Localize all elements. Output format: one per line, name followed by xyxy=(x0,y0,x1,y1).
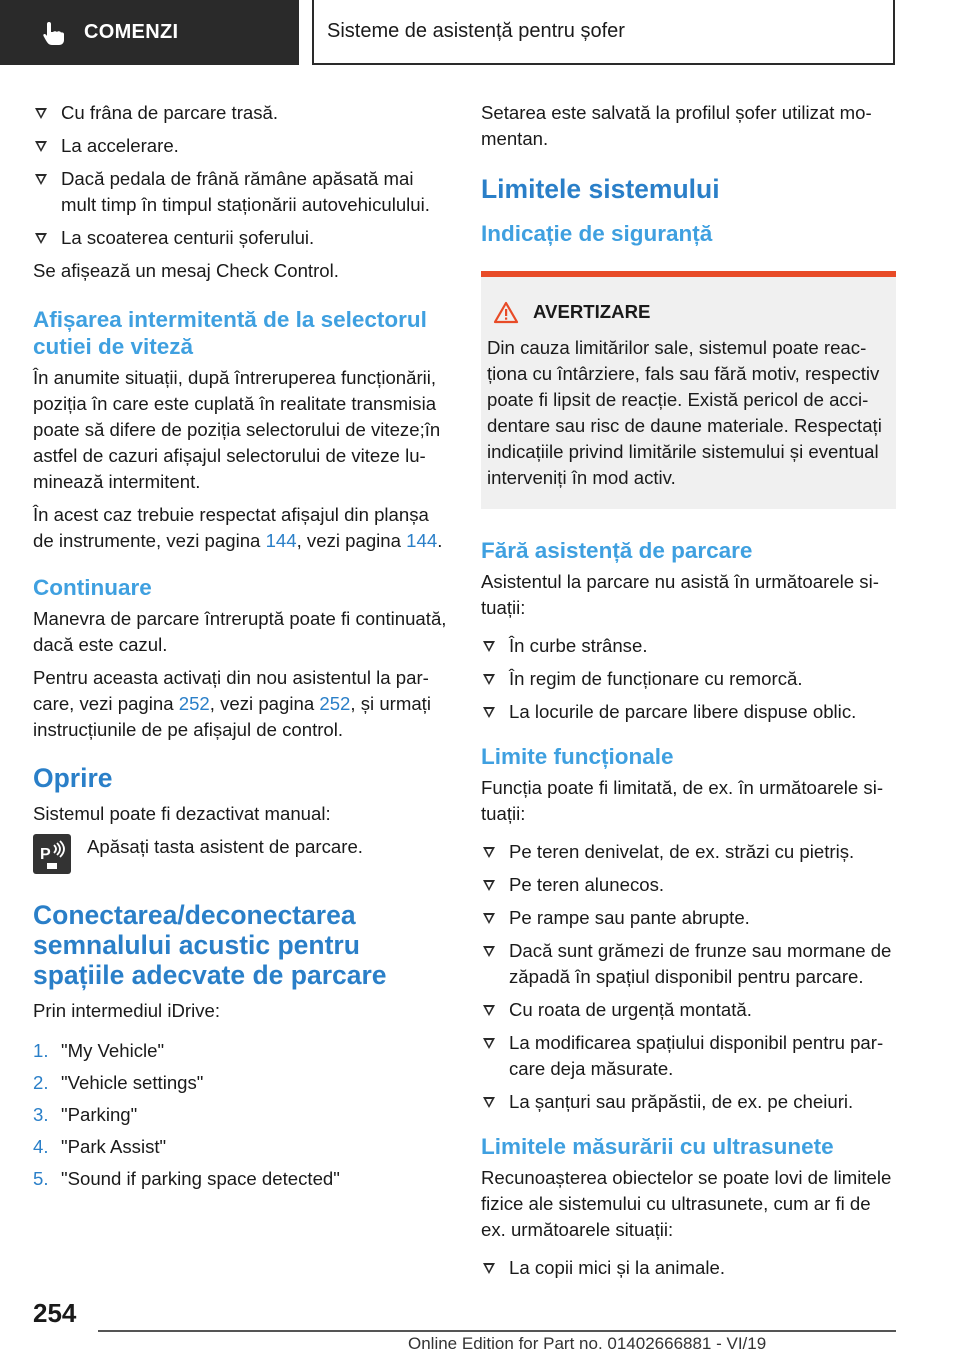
chapter-title: Sisteme de asistență pentru șofer xyxy=(312,0,895,65)
bullet-triangle-icon xyxy=(483,674,495,685)
heading-limitele: Limitele sistemului xyxy=(481,174,720,204)
park-assist-button-icon xyxy=(33,834,71,874)
section-tab xyxy=(0,0,299,65)
check-control-text: Se afișează un mesaj Check Control. xyxy=(33,260,339,281)
step-item: 1. "My Vehicle" xyxy=(33,1040,165,1061)
list-item: Dacă sunt grămezi de frunze sau mormane de zăpadă în spațiul disponibil pentru parcare. xyxy=(481,938,896,990)
list-item: Dacă pedala de frână rămâne apăsată mai mult timp în timpul staționării autovehiculului. xyxy=(33,166,453,218)
svg-text:P: P xyxy=(40,846,51,863)
heading-fara: Fără asistență de parcare xyxy=(481,538,753,563)
list-item: Cu roata de urgență montată. xyxy=(481,997,896,1023)
pointing-hand-icon xyxy=(40,19,68,47)
edition-text: Online Edition for Part no. 01402666881 - VI/19 xyxy=(408,1334,767,1353)
list-item: Cu frâna de parcare trasă. xyxy=(33,100,453,126)
bullet-triangle-icon xyxy=(35,141,47,152)
paragraph-limite-functionale: Funcția poate fi limitată, de ex. în următoarele situații: xyxy=(481,777,884,824)
paragraph-oprire: Sistemul poate fi dezactivat manual: xyxy=(33,803,331,824)
bullet-triangle-icon xyxy=(35,108,47,119)
right-column xyxy=(481,100,896,1288)
step-item: 5. "Sound if parking space detected" xyxy=(33,1168,340,1189)
list-item: Pe teren alunecos. xyxy=(481,872,896,898)
page-link-144[interactable]: 144 xyxy=(265,530,297,551)
page-link-144[interactable]: 144 xyxy=(406,530,438,551)
paragraph-pentru: Pentru aceasta activați din nou asistentul la parcare, vezi pagina 252, vezi pagina 252, și urmați instrucțiunile de pe afișajul de control. xyxy=(33,667,431,740)
bullet-triangle-icon xyxy=(483,1263,495,1274)
bullet-triangle-icon xyxy=(483,1038,495,1049)
list-item: La copii mici și la animale. xyxy=(481,1255,896,1281)
warning-text: Din cauza limitărilor sale, sistemul poate reacționa cu întârziere, fals sau fără motiv, respectiv poate fi lipsit de reacție. Există pericol de accidentare sau risc de daune materiale. Respectați indicațiile privind limitările sistemului și eventual interveniți în mod activ. xyxy=(487,337,882,488)
icon-instruction xyxy=(33,834,453,874)
heading-ultrasunete: Limitele măsurării cu ultrasunete xyxy=(481,1134,834,1159)
section-label: COMENZI xyxy=(84,21,179,43)
paragraph-manevra: Manevra de parcare întreruptă poate fi continuată, dacă este cazul. xyxy=(33,608,447,655)
bullet-triangle-icon xyxy=(483,1005,495,1016)
bullet-triangle-icon xyxy=(483,707,495,718)
list-item: Pe teren denivelat, de ex. străzi cu pietriș. xyxy=(481,839,896,865)
warning-triangle-icon xyxy=(493,301,519,324)
heading-afisarea: Afișarea intermitentă de la selectorul cutiei de viteză xyxy=(33,307,427,359)
heading-oprire: Oprire xyxy=(33,763,113,793)
step-item: 4. "Park Assist" xyxy=(33,1136,167,1157)
paragraph-acest-caz: În acest caz trebuie respectat afișajul din planșa de instrumente, vezi pagina 144, vezi pagina 144. xyxy=(33,504,443,551)
warning-title: AVERTIZARE xyxy=(487,299,890,325)
heading-limite-functionale: Limite funcționale xyxy=(481,744,674,769)
page-link-252[interactable]: 252 xyxy=(178,693,210,714)
bullet-triangle-icon xyxy=(483,880,495,891)
list-item: La accelerare. xyxy=(33,133,453,159)
paragraph-afisarea: În anumite situații, după întreruperea funcționării, poziția în care este cuplată în realitate transmisia poate să difere de poziția selectorului de viteze;în astfel de cazuri afișajul selectorului de viteze luminează intermitent. xyxy=(33,367,441,492)
step-item: 2. "Vehicle settings" xyxy=(33,1072,204,1093)
paragraph-idrive: Prin intermediul iDrive: xyxy=(33,1000,221,1021)
bullet-triangle-icon xyxy=(35,233,47,244)
paragraph-setarea: Setarea este salvată la profilul șofer utilizat momentan. xyxy=(481,102,872,149)
warning-box xyxy=(481,271,896,509)
step-item: 3. "Parking" xyxy=(33,1104,138,1125)
bullet-triangle-icon xyxy=(483,847,495,858)
list-item: La scoaterea centurii șoferului. xyxy=(33,225,453,251)
list-item: La modificarea spațiului disponibil pentru parcare deja măsurate. xyxy=(481,1030,896,1082)
heading-conectarea: Conectarea/deconectarea semnalului acustic pentru spațiile adecvate de parcare xyxy=(33,900,387,990)
icon-instruction-text: Apăsați tasta asistent de parcare. xyxy=(87,836,363,857)
paragraph-fara: Asistentul la parcare nu asistă în următoarele situații: xyxy=(481,571,879,618)
page-link-252[interactable]: 252 xyxy=(319,693,351,714)
page-number: 254 xyxy=(33,1298,77,1328)
list-item: În curbe strânse. xyxy=(481,633,896,659)
bullet-triangle-icon xyxy=(483,913,495,924)
bullet-triangle-icon xyxy=(483,641,495,652)
paragraph-ultrasunete: Recunoașterea obiectelor se poate lovi de limitele fizice ale sistemului cu ultrasunete, cum ar fi de ex. următoarele situații: xyxy=(481,1167,892,1240)
list-item: La locurile de parcare libere dispuse oblic. xyxy=(481,699,896,725)
list-item: Pe rampe sau pante abrupte. xyxy=(481,905,896,931)
bullet-triangle-icon xyxy=(483,1097,495,1108)
heading-continuare: Continuare xyxy=(33,575,152,600)
list-item: La șanțuri sau prăpăstii, de ex. pe cheiuri. xyxy=(481,1089,896,1115)
heading-indicatie: Indicație de siguranță xyxy=(481,221,713,246)
bullet-triangle-icon xyxy=(35,174,47,185)
bullet-triangle-icon xyxy=(483,946,495,957)
left-column xyxy=(33,100,453,1198)
footer-divider xyxy=(98,1330,896,1332)
list-item: În regim de funcționare cu remorcă. xyxy=(481,666,896,692)
